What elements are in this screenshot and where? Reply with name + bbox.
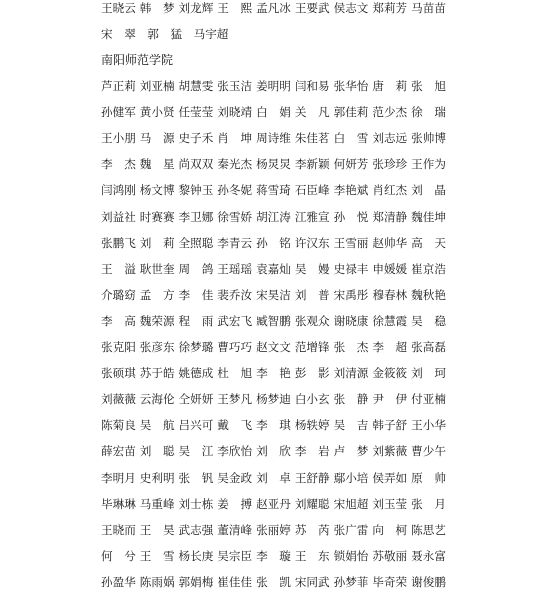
person-name: 孙梦菲	[333, 574, 369, 589]
person-name: 唐 莉	[372, 79, 408, 93]
person-name: 赵帅华	[372, 235, 408, 250]
person-name: 吴 江	[178, 444, 214, 459]
name-row	[101, 439, 446, 463]
person-name: 刘紫薇	[372, 444, 408, 459]
name-row	[101, 387, 446, 411]
person-name: 王 溢	[101, 261, 136, 276]
person-name: 杜 旭	[217, 366, 253, 381]
person-name: 臧智鹏	[256, 313, 291, 328]
person-name: 韩 梦	[139, 1, 175, 15]
person-name: 魏 星	[139, 157, 175, 172]
person-name: 刘士栋	[178, 496, 214, 511]
person-name: 史利明	[139, 470, 175, 485]
person-name: 朱佳茗	[294, 131, 330, 146]
person-name: 李青云	[217, 235, 253, 250]
person-name: 马重峰	[139, 496, 175, 511]
person-name: 原 帅	[411, 470, 446, 485]
person-name: 张鹏飞	[101, 235, 136, 250]
person-name: 孙冬妮	[217, 183, 253, 198]
person-name: 王舒静	[294, 470, 330, 485]
person-name: 魏秋艳	[411, 287, 446, 302]
name-row	[101, 178, 446, 202]
person-name: 付亚楠	[411, 392, 446, 407]
person-name: 李 超	[372, 340, 408, 354]
person-name: 史禄丰	[333, 261, 369, 276]
name-row	[101, 466, 446, 490]
person-name: 李 岩	[294, 444, 330, 459]
person-name: 刘 普	[294, 287, 330, 302]
person-name: 云海伦	[139, 392, 175, 407]
person-name: 侯弄如	[372, 470, 408, 485]
person-name: 刘清源	[333, 366, 369, 381]
person-name: 刘志远	[372, 131, 408, 146]
person-name: 裴乔汝	[217, 287, 253, 302]
person-name: 刘薇薇	[101, 392, 136, 407]
person-name: 吴金政	[217, 470, 253, 485]
person-name: 武志强	[178, 522, 214, 537]
person-name: 黎钟玉	[178, 183, 214, 198]
person-name: 王 熙	[217, 1, 253, 15]
person-name: 张玉洁	[217, 79, 253, 93]
person-name: 李 高	[101, 313, 136, 328]
person-name: 许汉东	[294, 235, 330, 250]
person-name: 郭 猛	[147, 27, 183, 41]
person-name: 杨梦迪	[256, 392, 291, 407]
person-name: 李艳斌	[333, 183, 369, 198]
person-name: 范增锋	[294, 340, 330, 354]
person-name: 姜 搏	[217, 496, 253, 511]
person-name: 陈雨娲	[139, 574, 175, 589]
person-name: 王雪丽	[333, 235, 369, 250]
name-row	[101, 0, 446, 20]
name-row	[101, 544, 446, 568]
person-name: 张 钒	[178, 470, 214, 485]
person-name: 吴宗臣	[217, 548, 253, 563]
person-name: 张 旭	[411, 79, 446, 93]
person-name: 史子禾	[178, 131, 214, 146]
person-name: 杨炅炅	[256, 157, 291, 172]
person-name: 白 娟	[256, 105, 291, 120]
person-name: 胡慧雯	[178, 79, 214, 93]
name-row	[101, 335, 446, 359]
person-name: 陈思艺	[411, 522, 446, 537]
person-name: 黄小贤	[139, 105, 175, 120]
person-name: 孟凡冰	[256, 1, 291, 15]
person-name: 王梦凡	[217, 392, 253, 407]
person-name: 胡江涛	[256, 209, 291, 224]
person-name: 张 凯	[256, 574, 291, 589]
person-name: 姚德成	[178, 366, 214, 381]
person-name: 卢 梦	[333, 444, 369, 459]
person-name: 王 东	[294, 548, 330, 563]
person-name: 穆春林	[372, 287, 408, 302]
person-name: 陈菊良	[101, 418, 136, 433]
person-name: 马苗苗	[411, 1, 446, 15]
person-name: 白小玄	[294, 392, 330, 407]
person-name: 郭佳莉	[333, 105, 369, 120]
person-name: 关 凡	[294, 105, 330, 120]
person-name: 周诗维	[256, 131, 291, 146]
person-name: 李 琪	[256, 418, 291, 433]
person-name: 张克阳	[101, 340, 136, 354]
person-name: 王瑶瑶	[217, 261, 253, 276]
person-name: 向 柯	[372, 522, 408, 537]
person-name: 何 兮	[101, 548, 136, 563]
person-name: 戴 飞	[217, 418, 253, 433]
person-name: 王 昊	[139, 522, 175, 537]
person-name: 李 佳	[178, 287, 214, 302]
name-row	[101, 413, 446, 437]
person-name: 时赛赛	[139, 209, 175, 224]
person-name: 魏佳坤	[411, 209, 446, 224]
person-name: 李 杰	[101, 157, 136, 172]
person-name: 曹少午	[411, 444, 446, 459]
person-name: 赵亚丹	[256, 496, 291, 511]
person-name: 张 静	[333, 392, 369, 407]
person-name: 范少杰	[372, 105, 408, 120]
name-row	[101, 570, 446, 594]
name-row	[101, 257, 446, 281]
person-name: 刘 欣	[256, 444, 291, 459]
person-name: 董清峰	[217, 522, 253, 537]
person-name: 宋昊洁	[256, 287, 291, 302]
person-name: 李新颖	[294, 157, 330, 172]
person-name: 徐 瑞	[411, 105, 446, 120]
person-name: 孙 悦	[333, 209, 369, 224]
person-name: 鄢小培	[333, 470, 369, 485]
person-name: 肖 坤	[217, 131, 253, 146]
person-name: 魏荣源	[139, 313, 175, 328]
person-name: 苏于皓	[139, 366, 175, 381]
name-row	[101, 22, 446, 46]
person-name: 刘龙辉	[178, 1, 214, 15]
person-name: 孙盈华	[101, 574, 136, 589]
person-name: 韩子舒	[372, 418, 408, 433]
person-name: 袁嘉灿	[256, 261, 291, 276]
person-name: 张 杰	[333, 340, 369, 354]
person-name: 谢俊鹏	[411, 574, 446, 589]
person-name: 周 鸽	[178, 261, 214, 276]
person-name: 刘益社	[101, 209, 136, 224]
person-name: 吴 嫚	[294, 261, 330, 276]
person-name: 苏敬丽	[372, 548, 408, 563]
person-name: 王晓而	[101, 522, 136, 537]
person-name: 耿世奎	[139, 261, 175, 276]
person-name: 王小朋	[101, 131, 136, 146]
person-name: 刘耀聪	[294, 496, 330, 511]
person-name: 李明月	[101, 470, 136, 485]
person-name: 宋禹彤	[333, 287, 369, 302]
person-name: 郑清静	[372, 209, 408, 224]
person-name: 刘 卓	[256, 470, 291, 485]
person-name: 锁娟怡	[333, 548, 369, 563]
person-name: 刘 聪	[139, 444, 175, 459]
person-name: 高 天	[411, 235, 446, 250]
section-title: 南阳师范学院	[101, 53, 174, 67]
person-name: 徐梦璐	[178, 340, 214, 354]
person-name: 郑莉芳	[372, 1, 408, 15]
name-row	[101, 361, 446, 385]
person-name: 何妍芳	[333, 157, 369, 172]
person-name: 李卫娜	[178, 209, 214, 224]
person-name: 宋 翠	[101, 27, 136, 41]
person-name: 彭 影	[294, 366, 330, 381]
person-name: 毕奇荣	[372, 574, 408, 589]
person-name: 赵文文	[256, 340, 291, 354]
person-name: 崔京浩	[411, 261, 446, 276]
person-name: 张帅博	[411, 131, 446, 146]
name-row	[101, 205, 446, 229]
name-row	[101, 231, 446, 255]
person-name: 侯志文	[333, 1, 369, 15]
person-name: 徐慧霞	[372, 313, 408, 328]
person-name: 吴 稳	[411, 313, 446, 328]
person-name: 肖红杰	[372, 183, 408, 198]
person-name: 孙 铭	[256, 235, 291, 250]
person-name: 张珍珍	[372, 157, 408, 172]
person-name: 全照聪	[178, 235, 214, 250]
person-name: 刘玉莹	[372, 496, 408, 511]
person-name: 仝妍妍	[178, 392, 214, 407]
person-name: 介璐窈	[101, 287, 136, 302]
person-name: 徐雪娇	[217, 209, 253, 224]
person-name: 聂永富	[411, 548, 446, 563]
person-name: 芦正莉	[101, 79, 136, 93]
person-name: 李欣怡	[217, 444, 253, 459]
person-name: 吕兴可	[178, 418, 214, 433]
person-name: 白 雪	[333, 131, 369, 146]
name-row	[101, 126, 446, 150]
person-name: 刘晓靖	[217, 105, 253, 120]
person-name: 孙健军	[101, 105, 136, 120]
person-name: 任莹莹	[178, 105, 214, 120]
person-name: 张广雷	[333, 522, 369, 537]
person-name: 尚双双	[178, 157, 214, 172]
person-name: 闫鸿刚	[101, 183, 136, 198]
person-name: 王作为	[411, 157, 446, 172]
person-name: 郭娟梅	[178, 574, 214, 589]
person-name: 张丽婷	[256, 522, 291, 537]
person-name: 张观众	[294, 313, 330, 328]
person-name: 崔佳佳	[217, 574, 253, 589]
person-name: 杨文博	[139, 183, 175, 198]
person-name: 吴 吉	[333, 418, 369, 433]
person-name: 马 源	[139, 131, 175, 146]
person-name: 杨轶婷	[294, 418, 330, 433]
person-name: 刘 晶	[411, 183, 446, 198]
person-name: 宋旭超	[333, 496, 369, 511]
person-name: 张高磊	[411, 340, 446, 354]
person-name: 刘亚楠	[139, 79, 175, 93]
person-name: 申媛媛	[372, 261, 408, 276]
person-name: 张硕琪	[101, 366, 136, 381]
person-name: 尹 伊	[372, 392, 408, 407]
person-name: 李 璇	[256, 548, 291, 563]
person-name: 王小华	[411, 418, 446, 433]
person-name: 石臣峰	[294, 183, 330, 198]
name-row	[101, 309, 446, 333]
person-name: 闫和易	[294, 79, 330, 93]
name-row	[101, 518, 446, 542]
name-row	[101, 74, 446, 98]
person-name: 江雅宣	[294, 209, 330, 224]
person-name: 毕琳琳	[101, 496, 136, 511]
person-name: 孟 方	[139, 287, 175, 302]
person-name: 王晓云	[101, 1, 136, 15]
person-name: 武宏飞	[217, 313, 253, 328]
person-name: 宋同武	[294, 574, 330, 589]
person-name: 刘 莉	[139, 235, 175, 250]
person-name: 李 艳	[256, 366, 291, 381]
person-name: 王 雪	[139, 548, 175, 563]
name-row	[101, 100, 446, 124]
person-name: 程 雨	[178, 313, 214, 328]
person-name: 曹巧巧	[217, 340, 253, 354]
person-name: 刘 珂	[411, 366, 446, 381]
name-row	[101, 152, 446, 176]
person-name: 薛宏苗	[101, 444, 136, 459]
person-name: 杨长庚	[178, 548, 214, 563]
person-name: 王要武	[294, 1, 330, 15]
person-name: 金筱筱	[372, 366, 408, 381]
name-row	[101, 492, 446, 516]
person-name: 张 月	[411, 496, 446, 511]
person-name: 张彦东	[139, 340, 175, 354]
person-name: 蒋雪琦	[256, 183, 291, 198]
person-name: 谢晓康	[333, 313, 369, 328]
person-name: 吴 航	[139, 418, 175, 433]
person-name: 姜明明	[256, 79, 291, 93]
person-name: 秦光杰	[217, 157, 253, 172]
person-name: 张华怡	[333, 79, 369, 93]
person-name: 苏 芮	[294, 522, 330, 537]
name-row	[101, 283, 446, 307]
person-name: 马宇超	[193, 27, 229, 41]
